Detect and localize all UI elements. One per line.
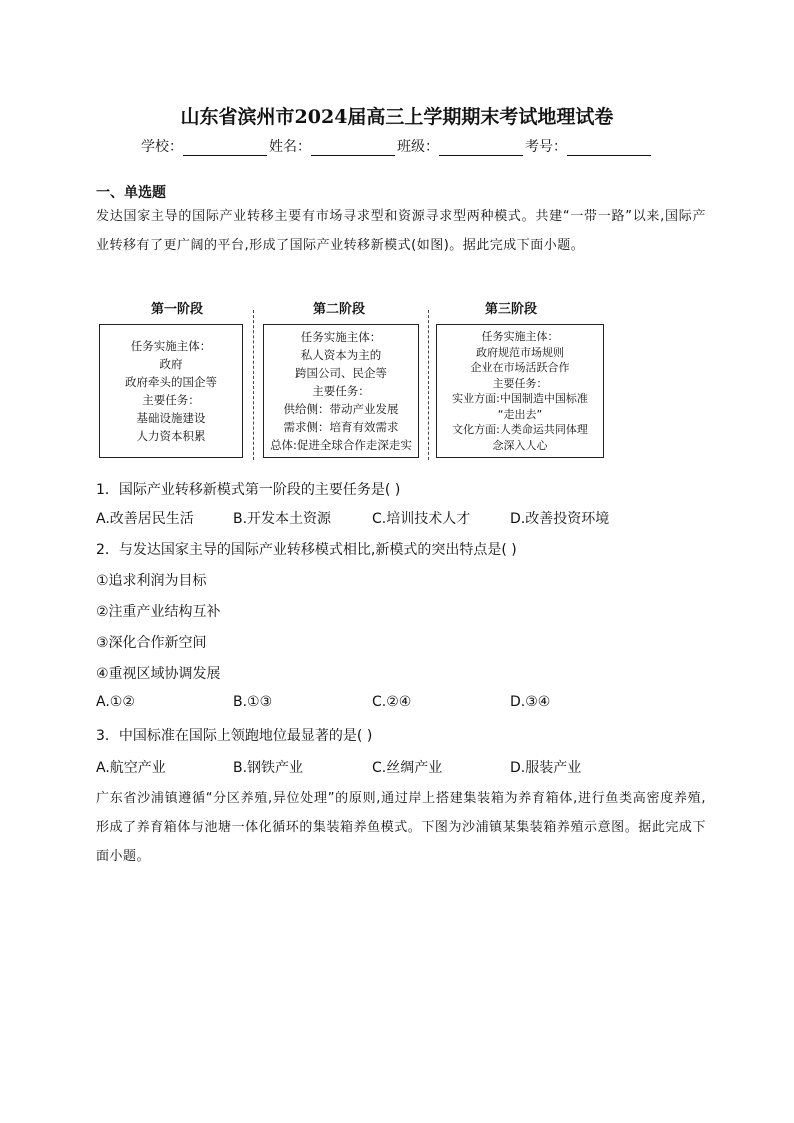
school-field — [141, 136, 269, 156]
question-2-stem: 2．与发达国家主导的国际产业转移模式相比,新模式的突出特点是( ) — [96, 542, 517, 558]
stage-3-line: 实业方面:中国制造中国标准 — [452, 392, 588, 405]
school-label: 学校： — [141, 139, 183, 155]
stage-divider — [253, 310, 254, 460]
question-1-stem: 1．国际产业转移新模式第一阶段的主要任务是( ) — [96, 482, 401, 498]
class-label: 班级： — [397, 139, 439, 155]
stage-2-line: 总体:促进全球合作走深走实 — [270, 438, 412, 452]
option-d[interactable]: D.③④ — [510, 694, 551, 710]
statement-2: ②注重产业结构互补 — [96, 604, 221, 620]
industry-transfer-diagram — [97, 298, 607, 462]
exam-number-field — [525, 136, 653, 156]
class-blank[interactable] — [439, 141, 523, 156]
stage-2-line: 供给侧：带动产业发展 — [283, 402, 399, 416]
stage-2-box — [263, 324, 419, 458]
exam-title: 山东省滨州市2024届高三上学期期末考试地理试卷 — [180, 106, 614, 128]
stage-3-line: “走出去” — [497, 407, 543, 421]
option-b[interactable]: B.钢铁产业 — [233, 760, 304, 776]
stage-3-title: 第三阶段 — [484, 302, 537, 317]
option-c[interactable]: C.培训技术人才 — [372, 511, 471, 527]
statement-4: ④重视区域协调发展 — [96, 666, 221, 682]
section-heading: 一、单选题 — [96, 185, 166, 201]
stage-2-line: 主要任务： — [312, 384, 370, 398]
option-b[interactable]: B.①③ — [233, 694, 273, 710]
exam-number-label: 考号： — [525, 139, 567, 155]
stage-3-line: 文化方面:人类命运共同体理 — [452, 423, 588, 436]
name-label: 姓名： — [269, 139, 311, 155]
stage-2-line: 任务实施主体： — [300, 330, 382, 344]
stage-2-line: 私人资本为主的 — [300, 348, 382, 362]
option-d[interactable]: D.服装产业 — [510, 760, 582, 776]
stage-1-box — [99, 324, 243, 458]
statement-3: ③深化合作新空间 — [96, 635, 207, 651]
stage-3-line: 任务实施主体： — [481, 330, 559, 343]
stage-1-line: 政府 — [159, 357, 183, 371]
stage-1-line: 人力资本积累 — [136, 429, 206, 443]
question-3-stem: 3．中国标准在国际上领跑地位最显著的是( ) — [96, 728, 373, 744]
stage-2-line: 跨国公司、民企等 — [295, 366, 387, 380]
stage-2-title: 第二阶段 — [312, 302, 365, 317]
stage-3-box — [436, 324, 604, 458]
school-blank[interactable] — [183, 141, 267, 156]
option-c[interactable]: C.丝绸产业 — [372, 760, 443, 776]
option-b[interactable]: B.开发本土资源 — [233, 511, 332, 527]
student-info-row — [0, 136, 794, 156]
exam-number-blank[interactable] — [567, 141, 651, 156]
option-a[interactable]: A.①② — [96, 694, 135, 710]
statement-1: ①追求利润为目标 — [96, 573, 207, 589]
stage-2-line: 需求侧：培育有效需求 — [283, 420, 399, 434]
option-c[interactable]: C.②④ — [372, 694, 412, 710]
stage-divider — [428, 310, 429, 460]
stage-1-line: 主要任务： — [142, 393, 200, 407]
class-field — [397, 136, 525, 156]
stage-3-line: 念深入人心 — [492, 438, 548, 452]
stage-1-line: 政府牵头的国企等 — [125, 375, 217, 389]
stage-1-line: 基础设施建设 — [136, 411, 206, 425]
stage-3-line: 政府规范市场规则 — [476, 345, 564, 359]
option-a[interactable]: A.改善居民生活 — [96, 511, 194, 527]
name-field — [269, 136, 397, 156]
intro-paragraph-1: 发达国家主导的国际产业转移主要有市场寻求型和资源寻求型两种模式。共建“一带一路”以来,国际产业转移有了更广阔的平台,形成了国际产业转移新模式(如图)。据此完成下面小题。 — [96, 209, 706, 253]
option-a[interactable]: A.航空产业 — [96, 760, 166, 776]
stage-1-title: 第一阶段 — [150, 302, 203, 317]
stage-3-line: 企业在市场活跃合作 — [470, 361, 570, 374]
stage-1-line: 任务实施主体： — [130, 339, 212, 353]
stage-3-line: 主要任务： — [492, 376, 548, 390]
intro-paragraph-2: 广东省沙浦镇遵循“分区养殖,异位处理”的原则,通过岸上搭建集装箱为养育箱体,进行鱼类高密度养殖,形成了养育箱体与池塘一体化循环的集装箱养鱼模式。下图为沙浦镇某集装箱养殖示意图。据此完成下面小题。 — [96, 791, 706, 864]
name-blank[interactable] — [311, 141, 395, 156]
option-d[interactable]: D.改善投资环境 — [510, 511, 610, 527]
